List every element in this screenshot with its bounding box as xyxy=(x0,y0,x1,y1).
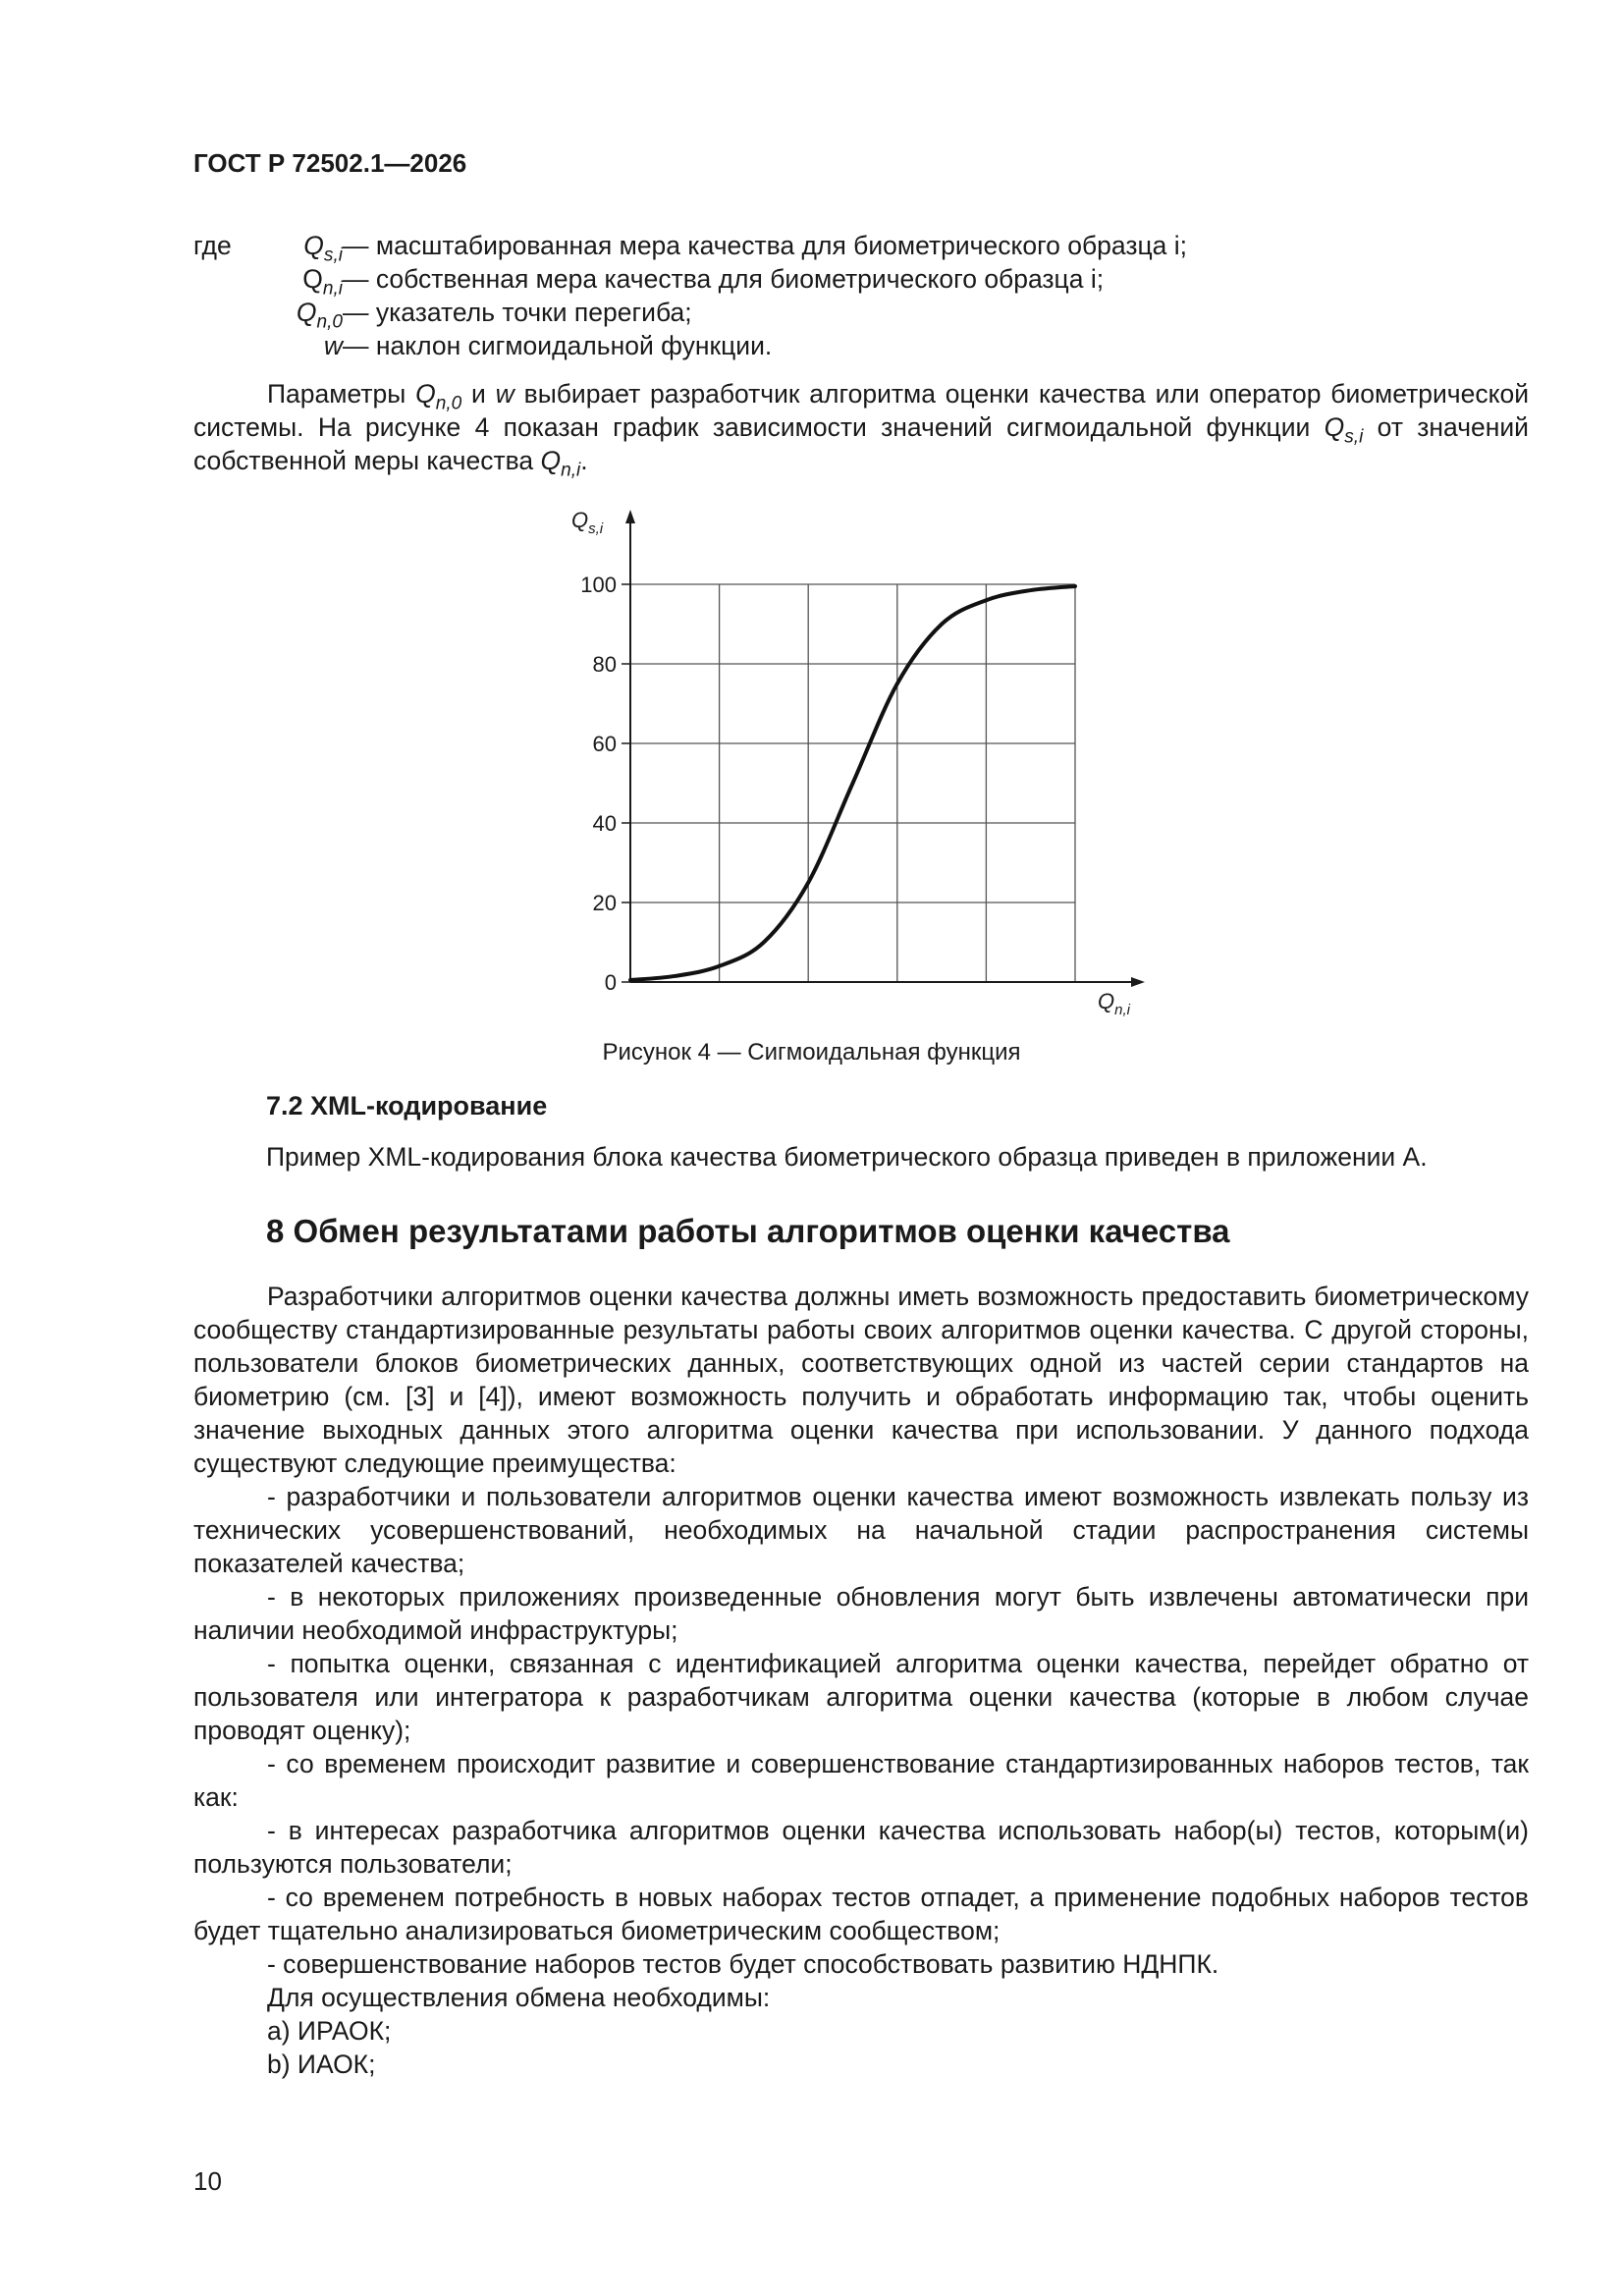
definition-lead: где xyxy=(193,231,232,260)
y-tick-label: 20 xyxy=(592,891,617,915)
definition-symbol: $Q_{n,i}$ xyxy=(302,264,343,300)
definition-symbol: $Q_{n,0}$ xyxy=(296,298,343,333)
subsection-body: Пример XML-кодирования блока качества биометрического образца приведен в приложении А. xyxy=(266,1142,1428,1172)
subsection-title: 7.2 XML-кодирование xyxy=(266,1091,548,1121)
definition-item xyxy=(193,296,1529,333)
body-paragraph: Для осуществления обмена необходимы: xyxy=(267,1983,771,2012)
body-paragraph: - в некоторых приложениях произведенные обновления могут быть извлечены автоматически при наличии необходимой инфраструктуры; xyxy=(193,1582,1529,1645)
sigmoid-chart xyxy=(530,496,1168,1026)
definition-item xyxy=(193,262,1529,300)
y-tick-label: 60 xyxy=(592,732,617,756)
body-paragraph: a) ИРАОК; xyxy=(267,2016,392,2046)
definition-text: — собственная мера качества для биометрического образца i; xyxy=(343,264,1105,294)
definition-text: — указатель точки перегиба; xyxy=(343,298,692,327)
definition-symbol: $Q_{s,i}$ xyxy=(303,231,343,266)
y-tick-labels xyxy=(580,573,617,995)
sigmoid-curve xyxy=(630,586,1075,980)
y-tick-label: 0 xyxy=(604,970,617,995)
body-paragraph: - в интересах разработчика алгоритмов оценки качества использовать набор(ы) тестов, которым(и) пользуются пользователи; xyxy=(193,1816,1529,1879)
y-axis-label: $Q_{s,i}$ xyxy=(571,508,604,537)
body-paragraph: - совершенствование наборов тестов будет способствовать развитию НДНПК. xyxy=(267,1949,1219,1979)
intro-paragraph: Параметры $Q_{n,0}$ и w выбирает разработчик алгоритма оценки качества или оператор биометрической системы. На рисунке 4 показан график зависимости значений сигмоидальной функции $Q_{s,i}$ от значений собственной меры качества $Q_{n,i}$. xyxy=(193,379,1530,481)
page-number: 10 xyxy=(193,2166,222,2196)
chart-axes xyxy=(625,510,1145,987)
body-paragraph: - со временем происходит развитие и совершенствование стандартизированных наборов тестов, так как: xyxy=(193,1749,1529,1812)
body-paragraph: b) ИАОК; xyxy=(267,2050,376,2079)
figure-caption: Рисунок 4 — Сигмоидальная функция xyxy=(602,1039,1021,1066)
section-body xyxy=(193,1280,1529,2081)
chart-grid xyxy=(622,584,1075,982)
x-axis-label: $Q_{n,i}$ xyxy=(1098,989,1130,1018)
section-title: 8 Обмен результатами работы алгоритмов оценки качества xyxy=(266,1213,1230,1249)
definition-item xyxy=(193,329,1529,362)
document-header: ГОСТ Р 72502.1—2026 xyxy=(193,148,467,178)
definitions-list xyxy=(193,229,1529,362)
y-tick-label: 100 xyxy=(580,573,617,597)
definition-symbol: w xyxy=(323,331,343,360)
body-paragraph: - попытка оценки, связанная с идентификацией алгоритма оценки качества, перейдет обратно от пользователя или интегратора к разработчикам алгоритма оценки качества (которые в любом случае проводят оценку); xyxy=(193,1649,1529,1745)
definition-text: — наклон сигмоидальной функции. xyxy=(343,331,773,360)
definition-item xyxy=(193,229,1529,266)
body-paragraph: - разработчики и пользователи алгоритмов оценки качества имеют возможность извлекать пользу из технических усовершенствований, необходимых на начальной стадии распространения системы показателей качества; xyxy=(193,1482,1529,1578)
y-tick-label: 40 xyxy=(592,811,617,836)
body-paragraph: Разработчики алгоритмов оценки качества должны иметь возможность предоставить биометрическому сообществу стандартизированные результаты работы своих алгоритмов оценки качества. С другой стороны, пользователи блоков биометрических данных, соответствующих одной из частей серии стандартов на биометрию (см. [3] и [4]), имеют возможность получить и обработать информацию так, чтобы оценить значение выходных данных этого алгоритма оценки качества при использовании. У данного подхода существуют следующие преимущества: xyxy=(193,1282,1529,1478)
y-tick-label: 80 xyxy=(592,652,617,677)
body-paragraph: - со временем потребность в новых наборах тестов отпадет, а применение подобных наборов тестов будет тщательно анализироваться биометрическим сообществом; xyxy=(193,1883,1529,1945)
definition-text: — масштабированная мера качества для биометрического образца i; xyxy=(343,231,1188,260)
